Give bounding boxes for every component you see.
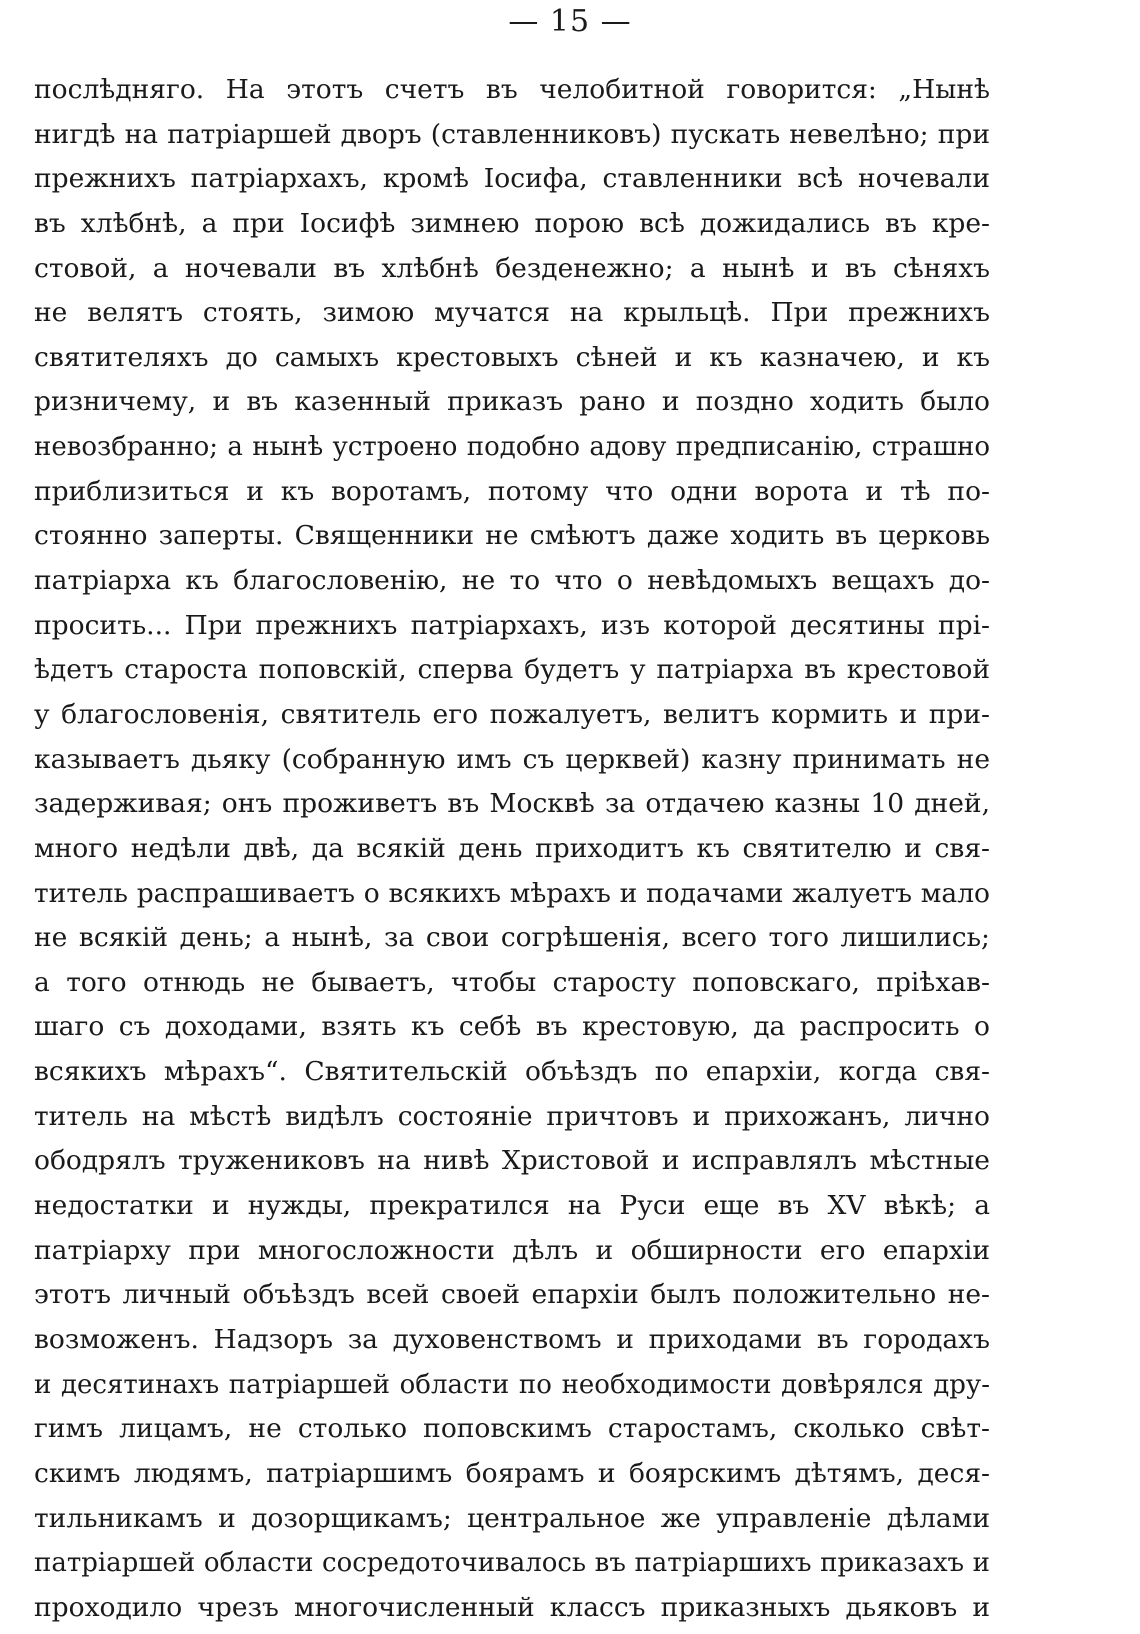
text-line: прежнихъ патріархахъ, кромѣ Іосифа, ставленники всѣ ночевали: [34, 163, 990, 195]
text-line: патріарху при многосложности дѣлъ и обширности его епархіи: [34, 1234, 990, 1266]
text-line: стоянно заперты. Священники не смѣютъ даже ходить въ церковь: [34, 520, 990, 552]
text-line: не всякій день; а нынѣ, за свои согрѣшенія, всего того лишились;: [34, 922, 990, 954]
text-line: шаго съ доходами, взять къ себѣ въ крестовую, да распросить о: [34, 1011, 990, 1043]
text-line: послѣдняго. На этотъ счетъ въ челобитной говорится: „Нынѣ: [34, 74, 990, 105]
text-line: всякихъ мѣрахъ“. Святительскій объѣздъ по епархіи, когда свя-: [34, 1056, 990, 1088]
text-line: казываетъ дьяку (собранную имъ съ церквей) казну принимать не: [34, 743, 990, 775]
text-line: а того отнюдь не бываетъ, чтобы старосту поповскаго, пріѣхав-: [34, 966, 990, 998]
text-line: патріарха къ благословенію, не то что о невѣдомыхъ вещахъ до-: [34, 565, 990, 597]
body-text: [34, 68, 990, 1630]
text-line: патріаршей области сосредоточивалось въ патріаршихъ приказахъ и: [34, 1548, 990, 1579]
text-line: недостатки и нужды, прекратился на Руси еще въ XV вѣкѣ; а: [34, 1190, 990, 1222]
text-line: ѣдетъ староста поповскій, сперва будетъ у патріарха въ крестовой: [34, 654, 990, 686]
page-number: — 15 —: [508, 4, 632, 39]
text-line: задерживая; онъ проживетъ въ Москвѣ за отдачею казны 10 дней,: [34, 788, 990, 820]
text-line: титель распрашиваетъ о всякихъ мѣрахъ и подачами жалуетъ мало: [34, 877, 990, 909]
text-line: не велятъ стоять, зимою мучатся на крыльцѣ. При прежнихъ: [34, 297, 990, 329]
text-line: тильникамъ и дозорщикамъ; центральное же управленіе дѣлами: [34, 1502, 990, 1534]
text-line: скимъ людямъ, патріаршимъ боярамъ и боярскимъ дѣтямъ, деся-: [34, 1457, 990, 1489]
text-line: ризничему, и въ казенный приказъ рано и поздно ходить было: [34, 386, 990, 418]
text-line: проходило чрезъ многочисленный классъ приказныхъ дьяковъ и: [34, 1591, 990, 1623]
text-line: нигдѣ на патріаршей дворъ (ставленниковъ) пускать невелѣно; при: [34, 118, 990, 150]
text-line: гимъ лицамъ, не столько поповскимъ старостамъ, сколько свѣт-: [34, 1413, 990, 1445]
text-line: приблизиться и къ воротамъ, потому что одни ворота и тѣ по-: [34, 475, 990, 507]
text-line: этотъ личный объѣздъ всей своей епархіи былъ положительно не-: [34, 1279, 990, 1311]
text-line: просить... При прежнихъ патріархахъ, изъ которой десятины прі-: [34, 609, 990, 641]
text-line: у благословенія, святитель его пожалуетъ, велитъ кормить и при-: [34, 698, 990, 730]
text-line: и десятинахъ патріаршей области по необходимости довѣрялся дру-: [34, 1369, 990, 1400]
text-line: стовой, а ночевали въ хлѣбнѣ безденежно; а нынѣ и въ сѣняхъ: [34, 252, 990, 284]
text-line: возможенъ. Надзоръ за духовенствомъ и приходами въ городахъ: [34, 1323, 990, 1355]
text-line: святителяхъ до самыхъ крестовыхъ сѣней и къ казначею, и къ: [34, 341, 990, 373]
text-line: невозбранно; а нынѣ устроено подобно адову предписанію, страшно: [34, 432, 990, 463]
text-line: ободрялъ тружениковъ на нивѣ Христовой и исправлялъ мѣстные: [34, 1145, 990, 1177]
text-line: въ хлѣбнѣ, а при Іосифѣ зимнею порою всѣ дожидались въ кре-: [34, 207, 990, 239]
text-line: много недѣли двѣ, да всякій день приходитъ къ святителю и свя-: [34, 832, 990, 864]
text-line: титель на мѣстѣ видѣлъ состояніе причтовъ и прихожанъ, лично: [34, 1100, 990, 1132]
